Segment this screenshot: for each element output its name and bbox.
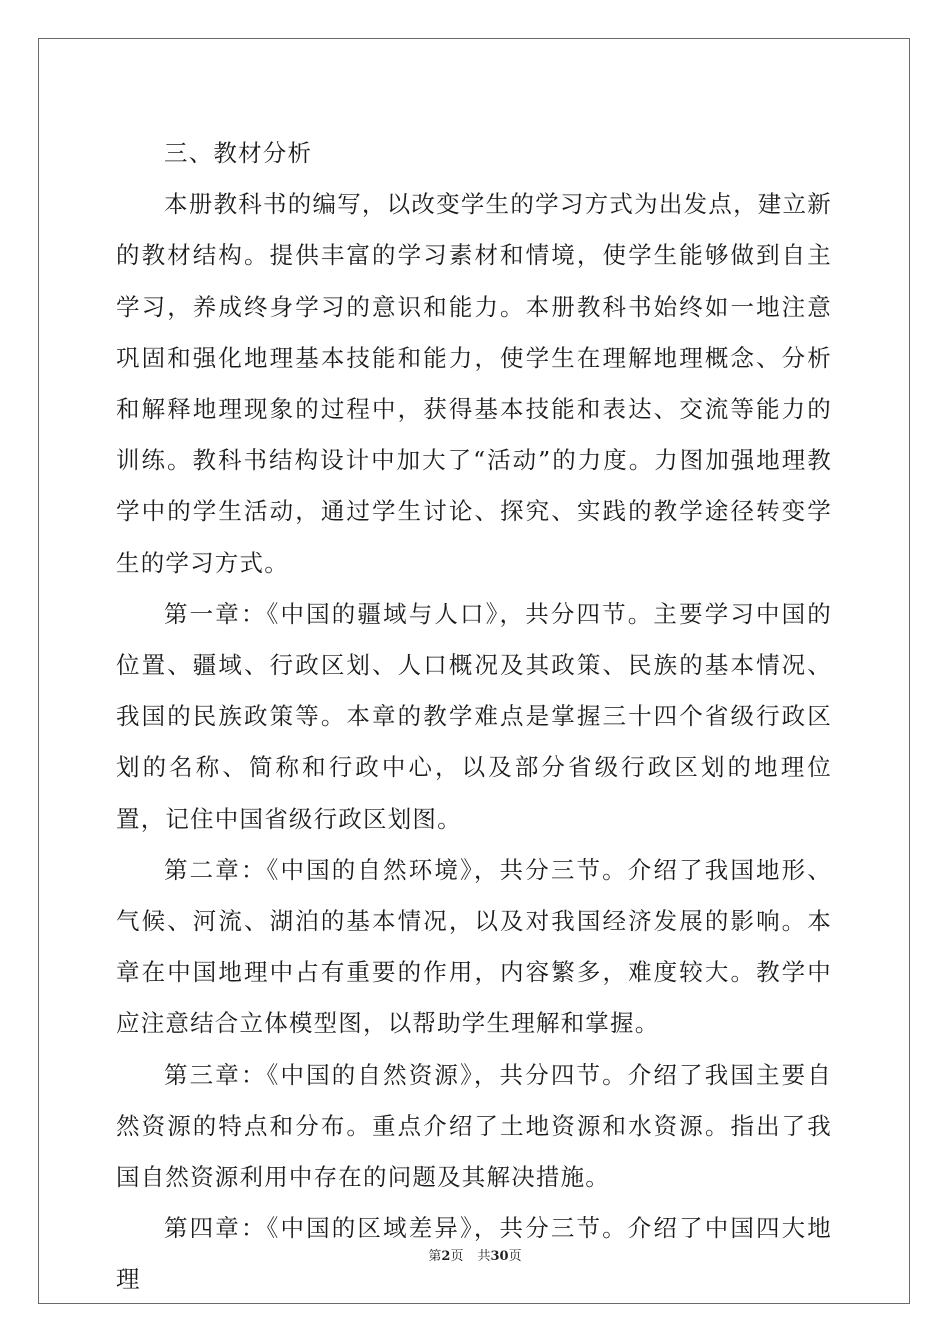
footer-page-unit: 页	[450, 1249, 464, 1264]
document-body	[116, 128, 832, 1306]
paragraph-textbook-overview: 本册教科书的编写，以改变学生的学习方式为出发点，建立新的教材结构。提供丰富的学习素材和情境，使学生能够做到自主学习，养成终身学习的意识和能力。本册教科书始终如一地注意巩固和强化地理基本技能和能力，使学生在理解地理概念、分析和解释地理现象的过程中，获得基本技能和表达、交流等能力的训练。教科书结构设计中加大了“活动”的力度。力图加强地理教学中的学生活动，通过学生讨论、探究、实践的教学途径转变学生的学习方式。	[116, 190, 832, 577]
section-heading: 三、教材分析	[164, 139, 313, 167]
paragraph-chapter-4: 第四章：《中国的区域差异》，共分三节。介绍了中国四大地理	[116, 1214, 832, 1294]
footer-page-total: 30	[490, 1249, 509, 1264]
page-footer	[0, 1249, 950, 1265]
paragraph-chapter-2: 第二章：《中国的自然环境》，共分三节。介绍了我国地形、气候、河流、湖泊的基本情况，以及对我国经济发展的影响。本章在中国地理中占有重要的作用，内容繁多，难度较大。教学中应注意结合立体模型图，以帮助学生理解和掌握。	[116, 855, 832, 1038]
footer-total-unit: 页	[508, 1249, 522, 1264]
footer-page-current: 2	[441, 1249, 451, 1264]
paragraph-chapter-3: 第三章：《中国的自然资源》，共分四节。介绍了我国主要自然资源的特点和分布。重点介绍了土地资源和水资源。指出了我国自然资源利用中存在的问题及其解决措施。	[116, 1060, 832, 1192]
footer-page-prefix: 第	[428, 1249, 442, 1264]
footer-total-prefix: 共	[477, 1249, 491, 1264]
paragraph-chapter-1: 第一章：《中国的疆域与人口》，共分四节。主要学习中国的位置、疆域、行政区划、人口概况及其政策、民族的基本情况、我国的民族政策等。本章的教学难点是掌握三十四个省级行政区划的名称、简称和行政中心，以及部分省级行政区划的地理位置，记住中国省级行政区划图。	[116, 599, 832, 833]
